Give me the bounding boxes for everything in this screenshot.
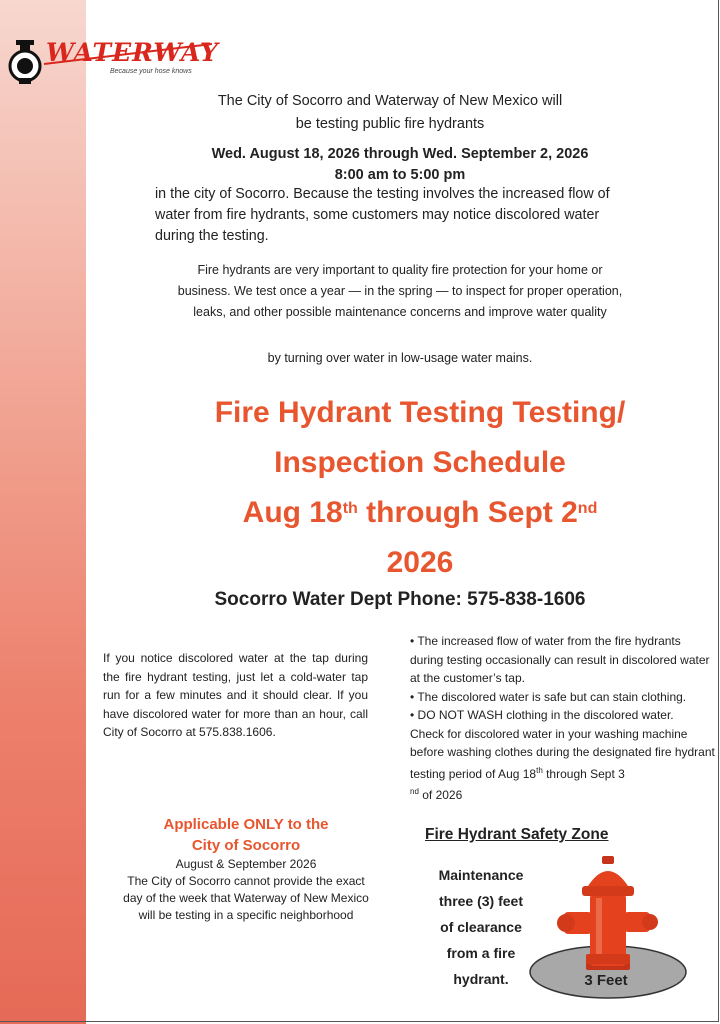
headline-sup-1: th: [342, 500, 358, 517]
safety-zone-line-4: from a fire: [446, 945, 516, 961]
decorative-sidebar: [0, 0, 86, 1024]
date-range: Wed. August 18, 2026 through Wed. September 2, 2026: [211, 146, 589, 162]
applicable-note: The City of Socorro cannot provide the exact day of the week that Waterway of New Mexico will be testing in a specific neighborhood: [123, 874, 369, 922]
bullet-4-sup-2: nd: [410, 787, 419, 796]
testing-dates: [150, 144, 650, 186]
safety-zone-title: Fire Hydrant Safety Zone: [425, 826, 609, 843]
headline-year: 2026: [386, 546, 454, 579]
headline-end-date: through Sept 2: [357, 496, 578, 529]
bullet-4: [410, 725, 715, 805]
safety-zone-text: [422, 862, 540, 992]
bullet-3: • DO NOT WASH clothing in the discolored water.: [410, 708, 674, 722]
headline-line-2: Inspection Schedule: [274, 446, 566, 479]
intro-line-2: be testing public fire hydrants: [295, 116, 485, 132]
clearance-label: 3 Feet: [584, 972, 628, 989]
applicable-title-line-1: Applicable ONLY to the: [163, 816, 329, 833]
phone-number: Socorro Water Dept Phone: 575-838-1606: [214, 589, 586, 610]
safety-zone-line-2: three (3) feet: [438, 893, 524, 909]
bullet-2: • The discolored water is safe but can stain clothing.: [410, 689, 687, 704]
applicable-dates: August & September 2026: [175, 857, 317, 871]
applicable-title-line-2: City of Socorro: [191, 837, 301, 854]
bullet-4-sup-1: th: [536, 765, 543, 775]
schedule-headline: [120, 388, 720, 588]
bullet-4-text-b: through Sept 3: [542, 766, 625, 781]
safety-zone-line-1: Maintenance: [438, 867, 524, 883]
importance-last-line: by turning over water in low-usage water mains.: [267, 351, 533, 365]
headline-line-3: [120, 488, 720, 538]
intro-paragraph: in the city of Socorro. Because the testing involves the increased flow of water from fire hydrants, some customers may notice discolored water during the testing.: [155, 186, 610, 244]
bullet-1: • The increased flow of water from the fire hydrants during testing occasionally can result in discolored water at the customer’s tap.: [410, 634, 710, 685]
discolored-water-instructions: If you notice discolored water at the tap during the fire hydrant testing, just let a cold-water tap run for a few minutes and it should clear. If you have discolored water for more than an hour, call City of Socorro at 575.838.1606.: [103, 651, 368, 739]
intro-line-1: The City of Socorro and Waterway of New Mexico will: [217, 93, 563, 109]
headline-start-date: Aug 18: [242, 496, 343, 529]
applicable-title: [120, 814, 372, 856]
safety-zone-line-3: of clearance: [440, 919, 522, 935]
headline-line-1: Fire Hydrant Testing Testing/: [214, 396, 626, 429]
bullet-4-text-a: Check for discolored water in your washing machine before washing clothes during the designated fire hydrant testing period of Aug 18: [410, 726, 715, 781]
importance-paragraph: Fire hydrants are very important to quality fire protection for your home or business. We test once a year — in the spring — to inspect for proper operation, leaks, and other possible maintenance concerns and improve water quality: [177, 263, 623, 319]
applicable-body: [120, 856, 372, 924]
logo-wordmark: WATERWAY: [46, 38, 219, 67]
headline-sup-2: nd: [577, 500, 598, 517]
discolored-water-bullets: [410, 632, 715, 805]
testing-hours: 8:00 am to 5:00 pm: [334, 167, 466, 183]
logo-tagline: Because your hose knows: [110, 68, 192, 75]
bullet-4-text-c: of 2026: [418, 788, 463, 802]
waterway-logo: [6, 38, 221, 88]
safety-zone-line-5: hydrant.: [453, 971, 509, 987]
